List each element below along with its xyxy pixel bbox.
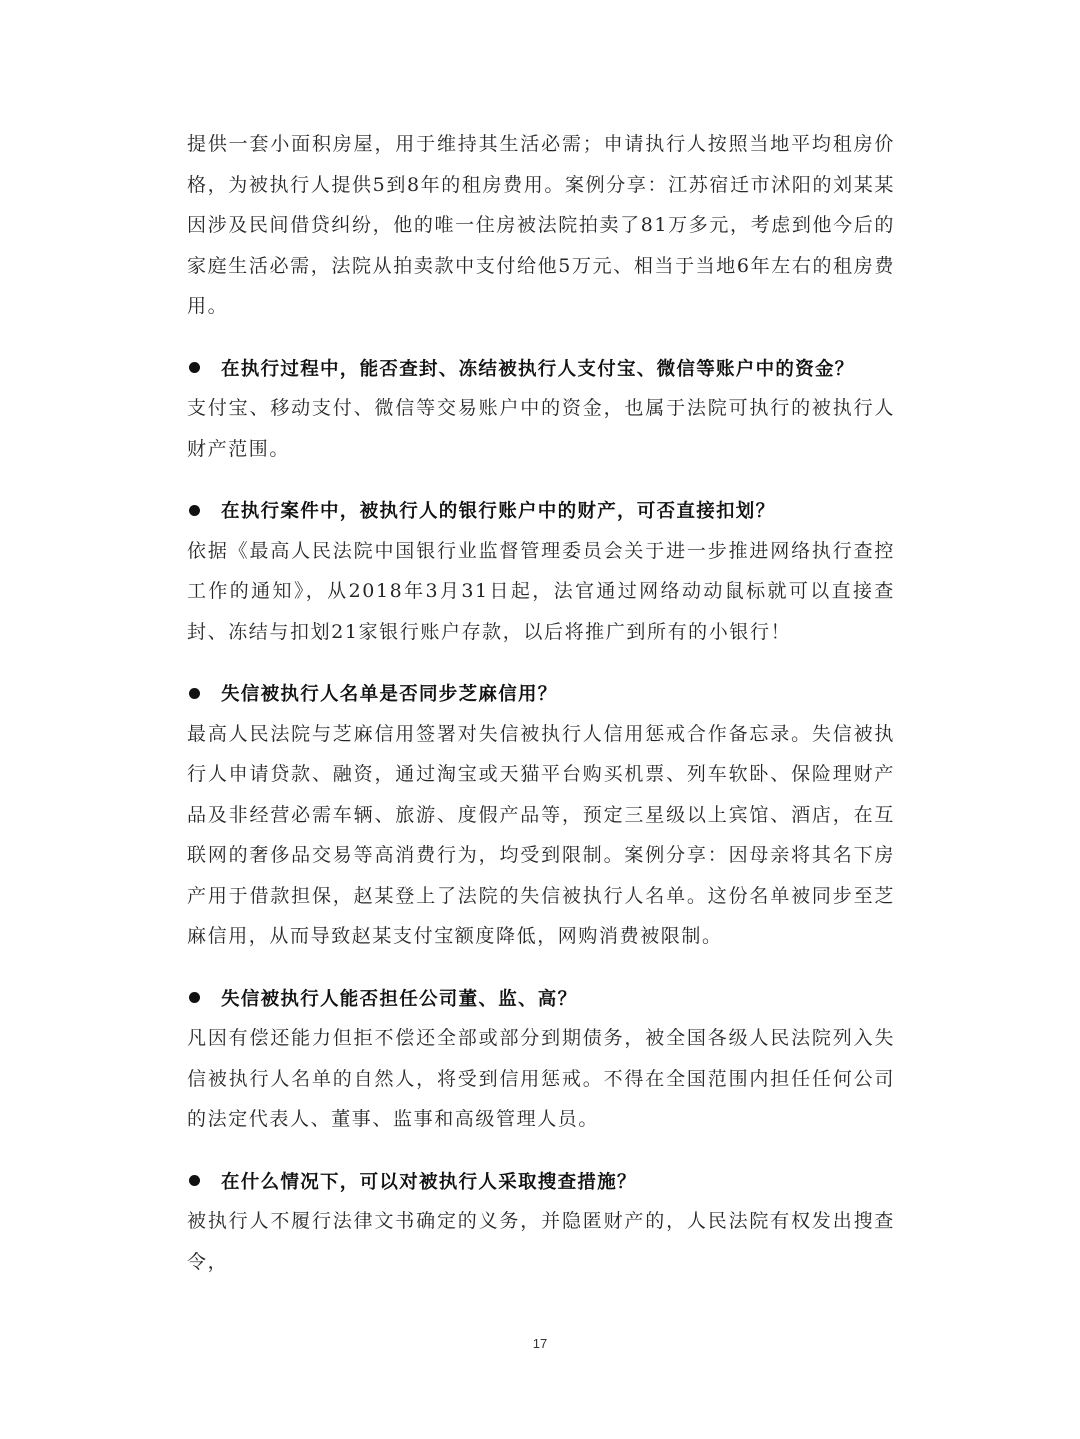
bullet-icon — [189, 992, 200, 1003]
question-heading — [187, 673, 895, 714]
answer-paragraph: 支付宝、移动支付、微信等交易账户中的资金，也属于法院可执行的被执行人财产范围。 — [187, 397, 895, 460]
answer-paragraph: 被执行人不履行法律文书确定的义务，并隐匿财产的，人民法院有权发出搜查令， — [187, 1210, 895, 1273]
intro-paragraph: 提供一套小面积房屋，用于维持其生活必需；申请执行人按照当地平均租房价格，为被执行人提供5到8年的租房费用。案例分享：江苏宿迁市沭阳的刘某某因涉及民间借贷纠纷，他的唯一住房被法院拍卖了81万多元，考虑到他今后的家庭生活必需，法院从拍卖款中支付给他5万元、相当于当地6年左右的租房费用。 — [187, 133, 895, 317]
faq-section-search-measures — [187, 1161, 895, 1283]
question-text: 失信被执行人名单是否同步芝麻信用？ — [221, 684, 558, 706]
bullet-icon — [189, 1175, 200, 1186]
question-text: 在什么情况下，可以对被执行人采取搜查措施？ — [221, 1171, 637, 1193]
page-number: 17 — [532, 1336, 548, 1351]
answer-paragraph: 凡因有偿还能力但拒不偿还全部或部分到期债务，被全国各级人民法院列入失信被执行人名单的自然人，将受到信用惩戒。不得在全国范围内担任任何公司的法定代表人、董事、监事和高级管理人员。 — [187, 1027, 895, 1130]
page-content — [187, 124, 895, 1282]
faq-section-sesame-credit — [187, 673, 895, 957]
answer-paragraph: 最高人民法院与芝麻信用签署对失信被执行人信用惩戒合作备忘录。失信被执行人申请贷款、融资，通过淘宝或天猫平台购买机票、列车软卧、保险理财产品及非经营必需车辆、旅游、度假产品等，预定三星级以上宾馆、酒店，在互联网的奢侈品交易等高消费行为，均受到限制。案例分享：因母亲将其名下房产用于借款担保，赵某登上了法院的失信被执行人名单。这份名单被同步至芝麻信用，从而导致赵某支付宝额度降低，网购消费被限制。 — [187, 722, 895, 947]
bullet-icon — [189, 505, 200, 516]
bullet-icon — [189, 362, 200, 373]
question-heading — [187, 978, 895, 1019]
question-text: 在执行过程中，能否查封、冻结被执行人支付宝、微信等账户中的资金？ — [221, 358, 855, 380]
faq-section-alipay-wechat — [187, 348, 895, 470]
question-heading — [187, 490, 895, 531]
question-heading — [187, 348, 895, 389]
answer-paragraph: 依据《最高人民法院中国银行业监督管理委员会关于进一步推进网络执行查控工作的通知》，从2018年3月31日起，法官通过网络动动鼠标就可以直接查封、冻结与扣划21家银行账户存款，以后将推广到所有的小银行！ — [187, 539, 895, 643]
faq-section-bank-account — [187, 490, 895, 652]
faq-section-company-officer — [187, 978, 895, 1140]
question-text: 在执行案件中，被执行人的银行账户中的财产，可否直接扣划？ — [221, 501, 776, 523]
question-text: 失信被执行人能否担任公司董、监、高？ — [221, 988, 578, 1010]
bullet-icon — [189, 688, 200, 699]
question-heading — [187, 1161, 895, 1202]
